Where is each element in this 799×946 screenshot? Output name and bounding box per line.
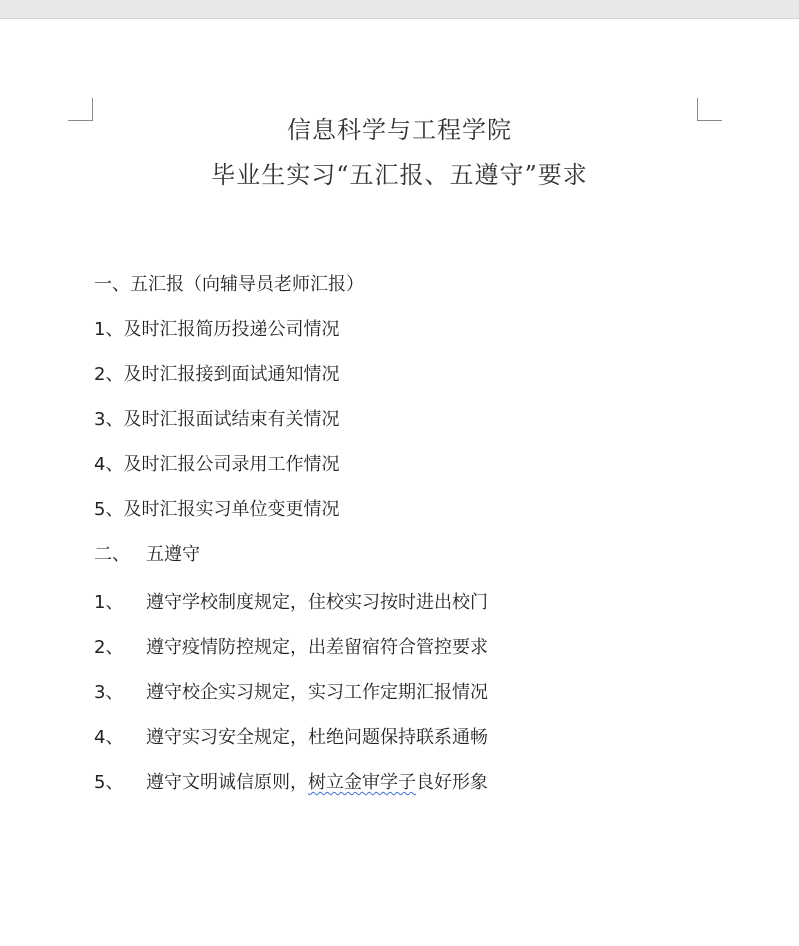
item-text: 及时汇报实习单位变更情况 <box>123 499 340 520</box>
item-number: 4、 <box>94 454 124 475</box>
spellcheck-marked-text[interactable]: 树立金审学子 <box>308 772 416 793</box>
section-2-heading <box>94 540 200 566</box>
item-text: 遵守疫情防控规定，出差留宿符合管控要求 <box>146 637 488 658</box>
section-2-item <box>94 768 488 794</box>
item-number: 1、 <box>94 319 124 340</box>
item-number: 3、 <box>94 409 124 430</box>
document-title-line-1: 信息科学与工程学院 <box>287 116 512 144</box>
item-text-before: 遵守文明诚信原则， <box>146 772 308 793</box>
section-2-item <box>94 588 488 614</box>
item-text: 遵守实习安全规定，杜绝问题保持联系通畅 <box>146 727 488 748</box>
item-number: 5、 <box>94 499 124 520</box>
item-text: 及时汇报简历投递公司情况 <box>123 319 340 340</box>
window-top-bar <box>0 0 799 19</box>
item-text: 及时汇报面试结束有关情况 <box>123 409 340 430</box>
section-1-item <box>94 495 339 521</box>
item-number: 1、 <box>94 592 124 613</box>
item-text: 及时汇报接到面试通知情况 <box>123 364 340 385</box>
item-number: 5、 <box>94 772 124 793</box>
section-2-item <box>94 678 488 704</box>
section-1-item <box>94 315 339 341</box>
item-number: 2、 <box>94 364 124 385</box>
item-number: 4、 <box>94 727 124 748</box>
section-1-heading: 一、五汇报（向辅导员老师汇报） <box>94 274 364 295</box>
heading-text: 五遵守 <box>146 544 200 565</box>
section-2-item <box>94 723 488 749</box>
heading-number: 二、 <box>94 544 130 565</box>
item-text: 遵守学校制度规定，住校实习按时进出校门 <box>146 592 488 613</box>
item-text: 遵守校企实习规定，实习工作定期汇报情况 <box>146 682 488 703</box>
item-number: 3、 <box>94 682 124 703</box>
item-number: 2、 <box>94 637 124 658</box>
section-1-item <box>94 360 339 386</box>
document-title-line-2: 毕业生实习“五汇报、五遵守”要求 <box>211 161 588 189</box>
section-1-item <box>94 450 339 476</box>
item-text-after: 良好形象 <box>416 772 488 793</box>
item-text: 及时汇报公司录用工作情况 <box>123 454 340 475</box>
section-2-item <box>94 633 488 659</box>
section-1-item <box>94 405 339 431</box>
